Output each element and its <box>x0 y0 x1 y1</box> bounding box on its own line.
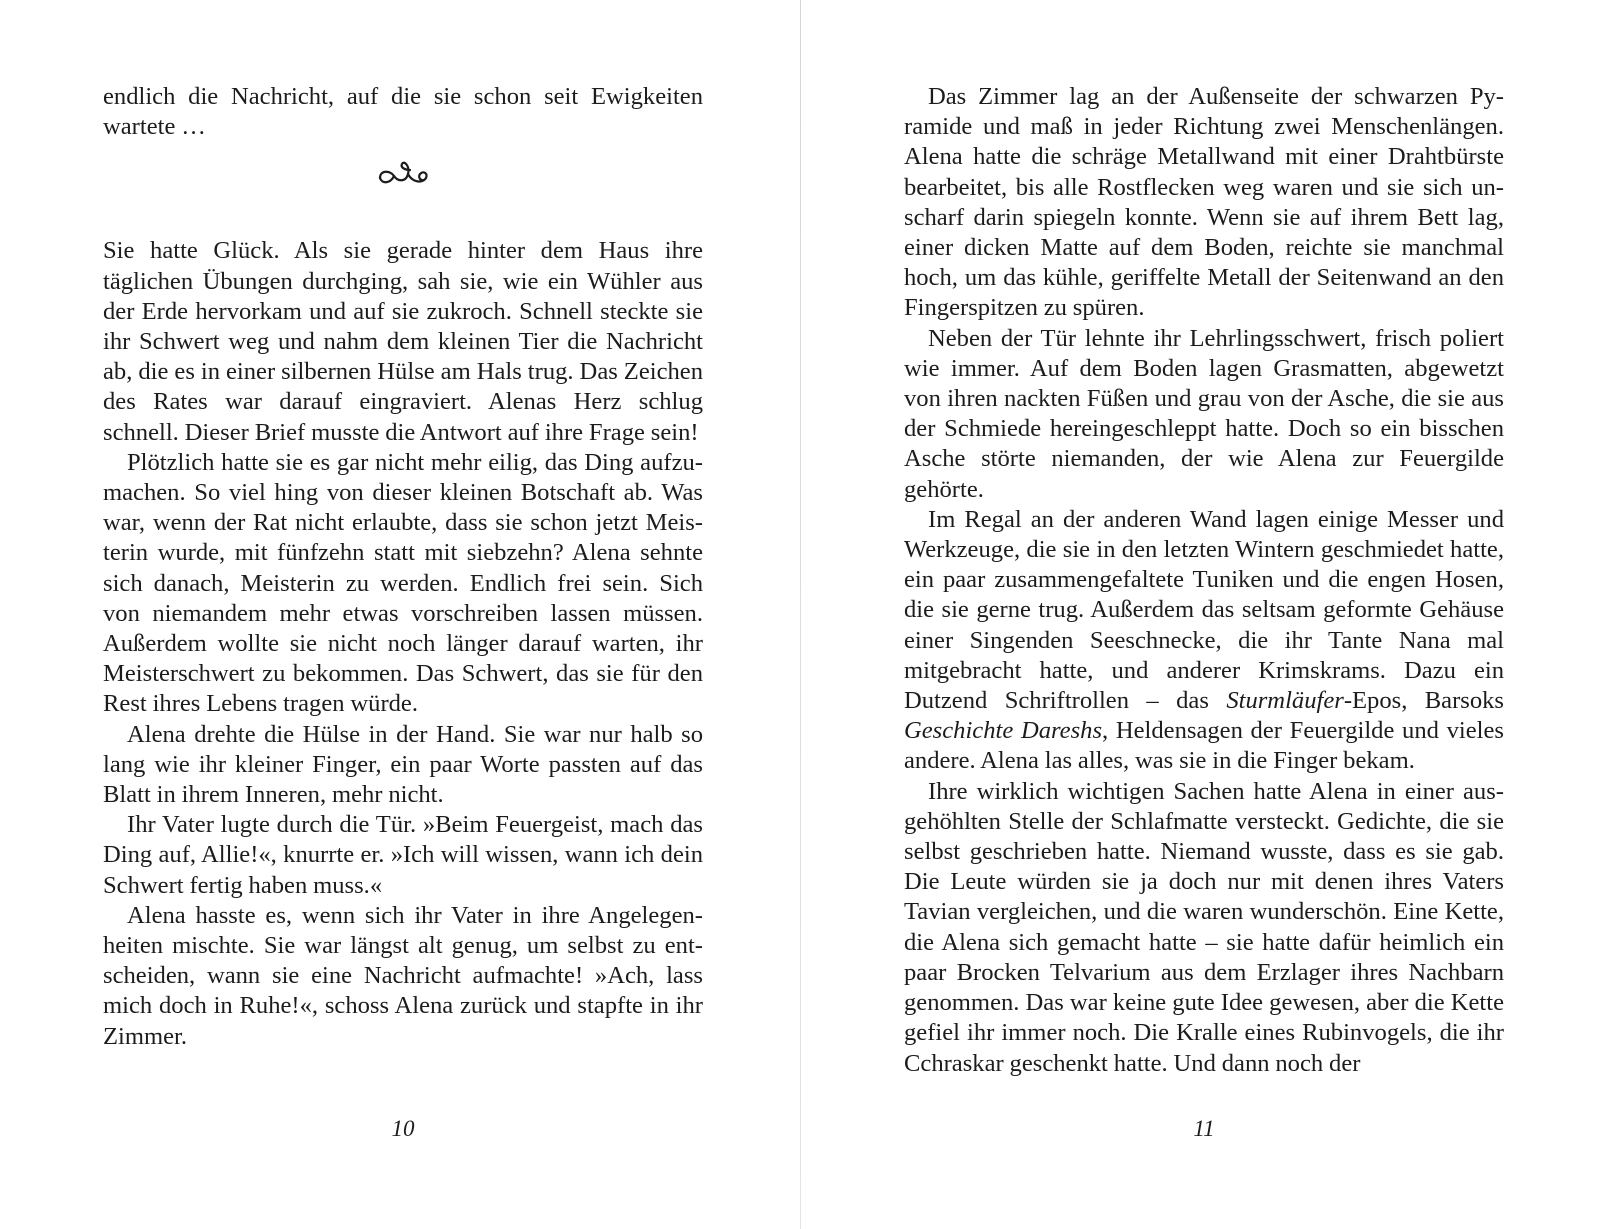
text-run: -Epos, Barsoks <box>1343 687 1505 715</box>
paragraph: Alena hasste es, wenn sich ihr Vater in ihre Angelegenheiten mischte. Sie war längst alt genug, um selbst zu entscheiden, wann sie eine Nachricht aufmachte! »Ach, lass mich doch in Ruhe!«, schoss Alena zurück und stapfte in ihr Zimmer. <box>103 901 703 1050</box>
paragraph: Plötzlich hatte sie es gar nicht mehr eilig, das Ding aufzumachen. So viel hing von dieser kleinen Botschaft ab. Was war, wenn der Rat nicht erlaubte, dass sie schon jetzt Meisterin wurde, mit fünfzehn statt mit siebzehn? Alena sehnte sich danach, Meisterin zu werden. Endlich frei sein. Sich von niemandem mehr etwas vorschreiben lassen müssen. Außerdem wollte sie nicht noch länger darauf warten, ihr Meisterschwert zu bekommen. Das Schwert, das sie für den Rest ihres Lebens tragen würde. <box>103 448 703 718</box>
paragraph: Das Zimmer lag an der Außenseite der schwarzen Pyramide und maß in jeder Richtung zwei Menschenlängen. Alena hatte die schräge Metallwand mit einer Drahtbürste bearbeitet, bis alle Rostflecken weg waren und sie sich unscharf darin spiegeln konnte. Wenn sie auf ihrem Bett lag, einer dicken Matte auf dem Boden, reichte sie manchmal hoch, um das kühle, geriffelte Metall der Seitenwand an den Fingerspitzen zu spüren. <box>904 83 1504 322</box>
text-run: , Heldensagen der Feuergilde und vieles andere. Alena las alles, was sie in die Finger bekam. <box>904 717 1504 775</box>
paragraph: Ihr Vater lugte durch die Tür. »Beim Feuergeist, mach das Ding auf, Allie!«, knurrte er. »Ich will wissen, wann ich dein Schwert fertig haben muss.« <box>103 811 703 899</box>
book-title-sturmlaeufer: Sturmläufer <box>1226 687 1344 715</box>
left-page-text <box>103 82 703 142</box>
left-page <box>103 82 703 1052</box>
right-page-body <box>904 82 1504 1079</box>
page-number-left: 10 <box>391 1116 415 1141</box>
paragraph: Neben der Tür lehnte ihr Lehrlingsschwert, frisch poliert wie immer. Auf dem Boden lagen Grasmatten, abgewetzt von ihren nackten Füßen und grau von der Asche, die sie aus der Schmiede hereingeschleppt hatte. Doch so ein bisschen Asche störte niemanden, der wie Alena zur Feuergilde gehörte. <box>904 324 1504 503</box>
left-page-body <box>103 236 703 1051</box>
page-gutter <box>800 0 801 1229</box>
flourish-ornament-icon <box>376 156 430 190</box>
book-title-geschichte-dareshs: Geschichte Dareshs <box>904 717 1103 745</box>
paragraph: Ihre wirklich wichtigen Sachen hatte Alena in einer ausgehöhlten Stelle der Schlafmatte versteckt. Gedichte, die sie selbst geschrieben hatte. Niemand wusste, dass es sie gab. Die Leute würden sie ja doch nur mit denen ihres Vaters Tavian vergleichen, und die waren wunderschön. Eine Kette, die Alena sich gemacht hatte – sie hatte dafür heimlich ein paar Brocken Telvarium aus dem Erzlager ihres Nachbarn genommen. Das war keine gute Idee gewesen, aber die Kette gefiel ihr immer noch. Die Kralle eines Rubinvogels, die ihr Cchraskar geschenkt hatte. Und dann noch der <box>904 777 1504 1077</box>
paragraph: Alena drehte die Hülse in der Hand. Sie war nur halb so lang wie ihr kleiner Finger, ein paar Worte passten auf das Blatt in ihrem Inneren, mehr nicht. <box>103 720 703 809</box>
page-number-right: 11 <box>1193 1116 1215 1141</box>
section-break <box>103 142 703 236</box>
right-page <box>904 82 1504 1079</box>
text-run: Im Regal an der anderen Wand lagen einige Messer und Werkzeuge, die sie in den letzten Wintern geschmiedet hatte, ein paar zusammengefaltete Tuniken und die engen Hosen, die sie gerne trug. Außerdem das seltsam geformte Gehäuse einer Singenden Seeschnecke, die ihr Tante Nana mal mitgebracht hatte, und anderer Krimskrams. Dazu ein Dutzend Schriftrollen – das <box>904 505 1504 715</box>
paragraph: Sie hatte Glück. Als sie gerade hinter dem Haus ihre täglichen Übungen durchging, sah sie, wie ein Wühler aus der Erde hervorkam und auf sie zukroch. Schnell steckte sie ihr Schwert weg und nahm dem kleinen Tier die Nachricht ab, die es in einer silbernen Hülse am Hals trug. Das Zeichen des Rates war darauf eingraviert. Alenas Herz schlug schnell. Dieser Brief musste die Antwort auf ihre Frage sein! <box>103 237 703 446</box>
opening-paragraph: endlich die Nachricht, auf die sie schon seit Ewigkeiten wartete … <box>103 83 703 141</box>
paragraph-with-titles <box>904 505 1504 777</box>
